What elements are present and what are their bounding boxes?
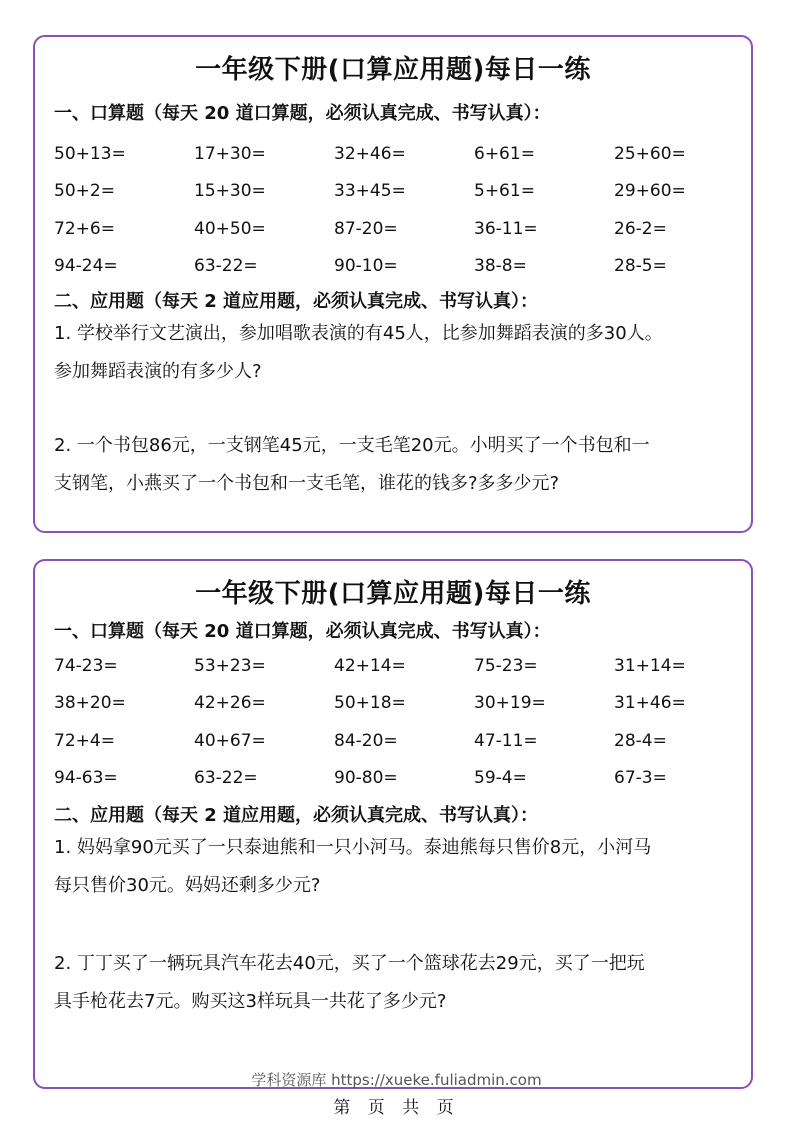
- worksheet-card-1: [33, 35, 753, 533]
- math-problem: 38+20=: [54, 693, 126, 714]
- math-problem: 53+23=: [194, 655, 266, 676]
- word-problem-line: 具手枪花去7元。购买这3样玩具一共花了多少元?: [54, 991, 447, 1012]
- math-problem: 38-8=: [474, 256, 527, 277]
- worksheet-card-2: [33, 559, 753, 1089]
- math-problem: 29+60=: [614, 181, 686, 202]
- word-problem-line: 2. 丁丁买了一辆玩具汽车花去40元，买了一个篮球花去29元，买了一把玩: [54, 953, 645, 974]
- math-problem: 90-80=: [334, 768, 398, 789]
- math-problem: 75-23=: [474, 655, 538, 676]
- mental-math-grid: [54, 135, 754, 285]
- worksheet-title: 一年级下册(口算应用题)每日一练: [195, 579, 591, 609]
- word-problem-line: 2. 一个书包86元，一支钢笔45元，一支毛笔20元。小明买了一个书包和一: [54, 435, 650, 456]
- math-problem: 26-2=: [614, 218, 667, 239]
- word-problem-1: [54, 315, 754, 391]
- footer-site-watermark: 学科资源库 https://xueke.fuliadmin.com: [251, 1071, 542, 1089]
- section-mental-math-heading: 一、口算题（每天 20 道口算题，必须认真完成、书写认真）：: [54, 103, 551, 124]
- math-problem: 72+6=: [54, 218, 115, 239]
- word-problem-line: 支钢笔，小燕买了一个书包和一支毛笔，谁花的钱多?多多少元?: [54, 473, 560, 494]
- word-problem-2: [54, 945, 754, 1021]
- word-problem-line: 参加舞蹈表演的有多少人?: [54, 361, 262, 382]
- math-problem: 50+2=: [54, 181, 115, 202]
- worksheet-title: 一年级下册(口算应用题)每日一练: [195, 55, 591, 85]
- math-problem: 25+60=: [614, 143, 686, 164]
- table-row: [54, 685, 754, 723]
- math-problem: 40+50=: [194, 218, 266, 239]
- footer-page-number: 第 页 共 页: [333, 1098, 460, 1118]
- mental-math-grid: [54, 647, 754, 797]
- math-problem: 74-23=: [54, 655, 118, 676]
- math-problem: 63-22=: [194, 256, 258, 277]
- math-problem: 42+26=: [194, 693, 266, 714]
- word-problem-line: 1. 学校举行文艺演出，参加唱歌表演的有45人，比参加舞蹈表演的多30人。: [54, 323, 663, 344]
- word-problem-line: 1. 妈妈拿90元买了一只泰迪熊和一只小河马。泰迪熊每只售价8元，小河马: [54, 837, 652, 858]
- section-word-problems-heading: 二、应用题（每天 2 道应用题，必须认真完成、书写认真）：: [54, 805, 539, 826]
- math-problem: 59-4=: [474, 768, 527, 789]
- section-word-problems-heading: 二、应用题（每天 2 道应用题，必须认真完成、书写认真）：: [54, 291, 539, 312]
- math-problem: 50+13=: [54, 143, 126, 164]
- math-problem: 6+61=: [474, 143, 535, 164]
- word-problem-1: [54, 829, 754, 905]
- table-row: [54, 210, 754, 248]
- table-row: [54, 135, 754, 173]
- math-problem: 28-4=: [614, 730, 667, 751]
- math-problem: 87-20=: [334, 218, 398, 239]
- math-problem: 63-22=: [194, 768, 258, 789]
- table-row: [54, 647, 754, 685]
- math-problem: 17+30=: [194, 143, 266, 164]
- math-problem: 5+61=: [474, 181, 535, 202]
- word-problem-2: [54, 427, 754, 503]
- math-problem: 15+30=: [194, 181, 266, 202]
- math-problem: 67-3=: [614, 768, 667, 789]
- section-mental-math-heading: 一、口算题（每天 20 道口算题，必须认真完成、书写认真）：: [54, 621, 551, 642]
- math-problem: 84-20=: [334, 730, 398, 751]
- math-problem: 94-24=: [54, 256, 118, 277]
- math-problem: 47-11=: [474, 730, 538, 751]
- table-row: [54, 173, 754, 211]
- math-problem: 30+19=: [474, 693, 546, 714]
- math-problem: 31+46=: [614, 693, 686, 714]
- math-problem: 72+4=: [54, 730, 115, 751]
- math-problem: 32+46=: [334, 143, 406, 164]
- word-problem-line: 每只售价30元。妈妈还剩多少元?: [54, 875, 321, 896]
- math-problem: 42+14=: [334, 655, 406, 676]
- math-problem: 50+18=: [334, 693, 406, 714]
- math-problem: 33+45=: [334, 181, 406, 202]
- table-row: [54, 722, 754, 760]
- table-row: [54, 248, 754, 286]
- math-problem: 31+14=: [614, 655, 686, 676]
- math-problem: 90-10=: [334, 256, 398, 277]
- math-problem: 36-11=: [474, 218, 538, 239]
- math-problem: 40+67=: [194, 730, 266, 751]
- table-row: [54, 760, 754, 798]
- math-problem: 28-5=: [614, 256, 667, 277]
- math-problem: 94-63=: [54, 768, 118, 789]
